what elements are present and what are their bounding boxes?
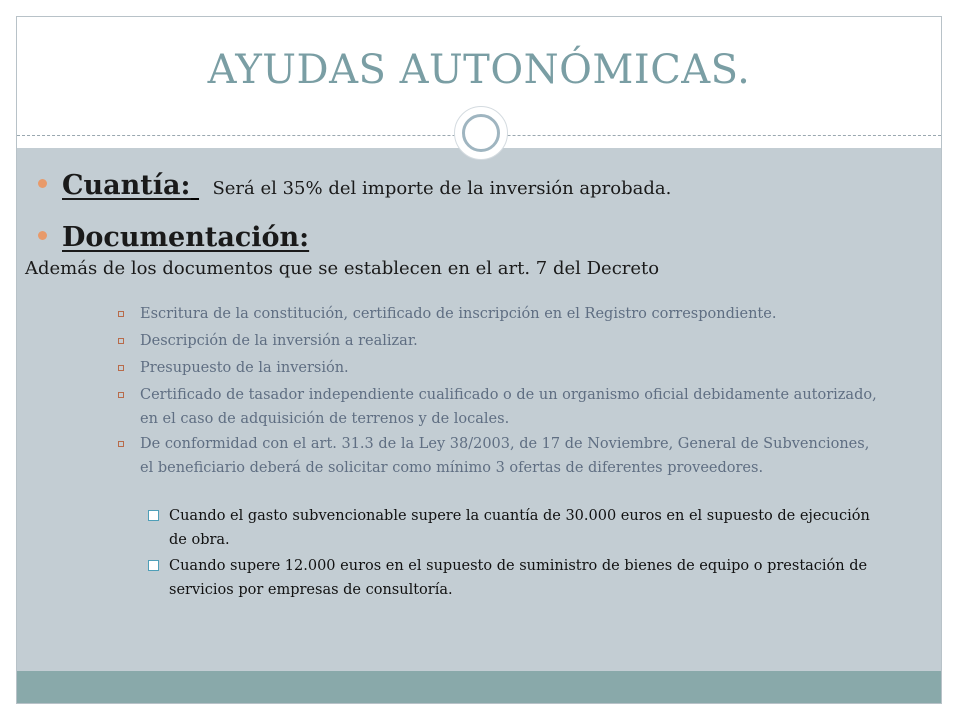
list-item: [118, 329, 878, 353]
shadow-square-bullet-icon: [148, 510, 159, 521]
sub-list-item: [148, 504, 878, 552]
bullet-dot-icon: [38, 179, 47, 188]
list-item: [118, 356, 878, 380]
bullet-dot-icon: [38, 231, 47, 240]
bullet-cuantia: [38, 170, 671, 201]
bullet-documentacion: [38, 222, 309, 253]
square-bullet-icon: [118, 338, 124, 344]
shadow-square-bullet-icon: [148, 560, 159, 571]
square-bullet-icon: [118, 441, 124, 447]
list-item: [118, 432, 878, 480]
square-bullet-icon: [118, 311, 124, 317]
circle-ornament-icon: [454, 106, 508, 160]
intro-text: Además de los documentos que se establecen en el art. 7 del Decreto: [25, 258, 660, 279]
bullet-heading: Cuantía:: [62, 170, 191, 201]
list-item: [118, 302, 878, 326]
list-item: [118, 383, 878, 431]
footer-band: [17, 671, 941, 704]
square-bullet-icon: [118, 392, 124, 398]
heading-underline-tail: [190, 170, 202, 201]
list-item-text: De conformidad con el art. 31.3 de la Ley 38/2003, de 17 de Noviembre, General de Subvenciones, el beneficiario deberá de solicitar como mínimo 3 ofertas de diferentes proveedores.: [140, 436, 870, 476]
slide-title: AYUDAS AUTONÓMICAS.: [207, 47, 751, 93]
square-bullet-icon: [118, 365, 124, 371]
bullet-text: Será el 35% del importe de la inversión aprobada.: [212, 178, 672, 199]
sub-list-item-text: Cuando el gasto subvencionable supere la cuantía de 30.000 euros en el supuesto de ejecución de obra.: [169, 508, 870, 548]
list-item-text: Presupuesto de la inversión.: [140, 360, 349, 376]
list-item-text: Escritura de la constitución, certificado de inscripción en el Registro correspondiente.: [140, 306, 777, 322]
sub-list-item: [148, 554, 878, 602]
sub-list-item-text: Cuando supere 12.000 euros en el supuesto de suministro de bienes de equipo o prestación de servicios por empresas de consultoría.: [169, 558, 868, 598]
list-item-text: Descripción de la inversión a realizar.: [140, 333, 418, 349]
list-item-text: Certificado de tasador independiente cualificado o de un organismo oficial debidamente autorizado, en el caso de adquisición de terrenos y de locales.: [140, 387, 877, 427]
circle-ornament-inner: [462, 114, 500, 152]
bullet-heading: Documentación:: [62, 222, 310, 253]
